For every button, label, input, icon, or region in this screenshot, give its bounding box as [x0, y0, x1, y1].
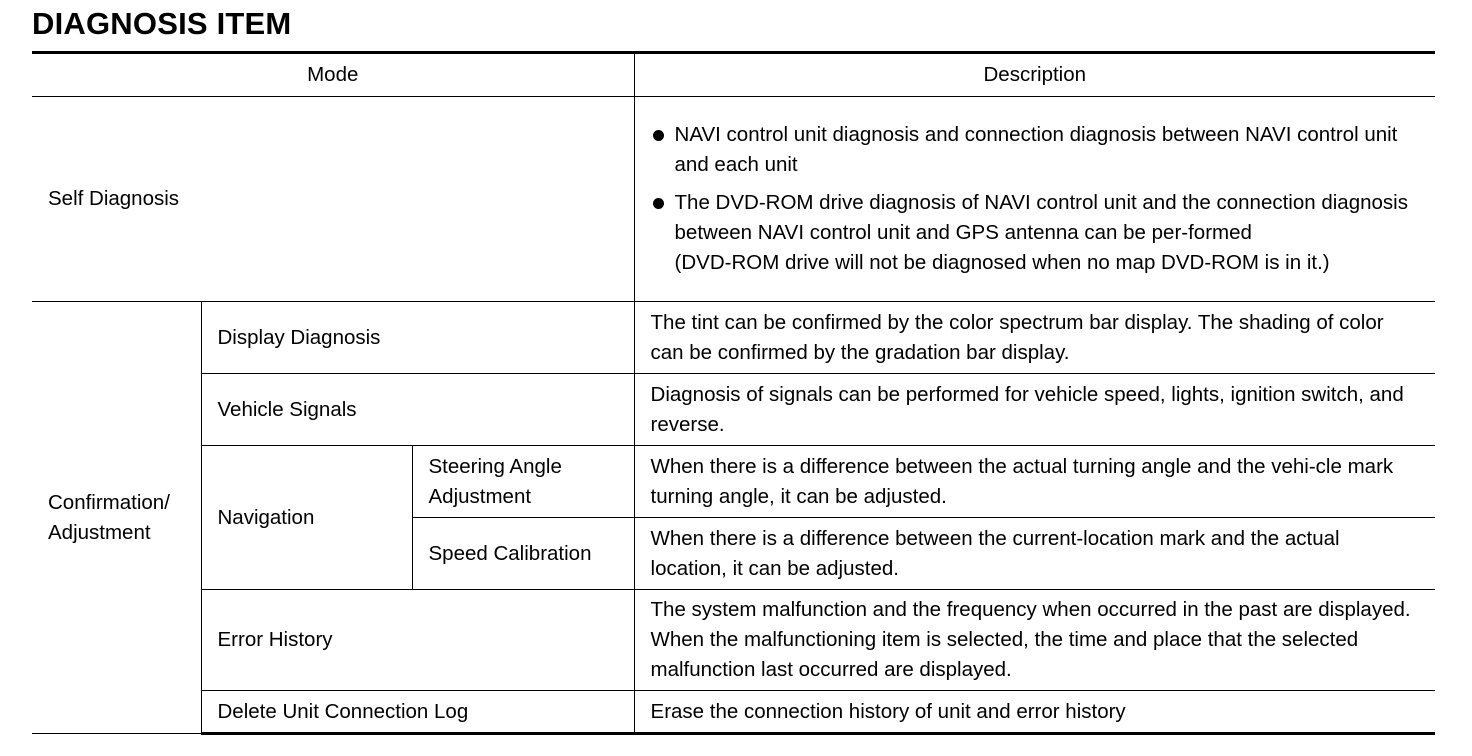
mode-delete-log: Delete Unit Connection Log — [201, 691, 634, 734]
description-vehicle-signals: Diagnosis of signals can be performed for vehicle speed, lights, ignition switch, and reverse. — [634, 374, 1435, 446]
mode-error-history: Error History — [201, 590, 634, 691]
page-title: DIAGNOSIS ITEM — [32, 6, 292, 41]
mode-navigation: Navigation — [201, 446, 412, 590]
mode-display-diagnosis: Display Diagnosis — [201, 302, 634, 374]
mode-confirmation-adjustment: Confirmation/ Adjustment — [32, 302, 201, 734]
table-row-vehicle-signals — [32, 374, 1435, 446]
description-error-history: The system malfunction and the frequency when occurred in the past are displayed. When the malfunctioning item is selected, the time and place that the selected malfunction last occurred are displayed. — [634, 590, 1435, 691]
mode-self-diagnosis: Self Diagnosis — [32, 97, 634, 302]
table-row-error-history — [32, 590, 1435, 691]
bullet-text: The DVD-ROM drive diagnosis of NAVI control unit and the connection diagnosis between NAVI control unit and GPS antenna can be per-formed — [674, 191, 1408, 244]
bullet-text: NAVI control unit diagnosis and connection diagnosis between NAVI control unit and each unit — [674, 123, 1398, 176]
bullet-item — [651, 188, 1420, 278]
mode-vehicle-signals: Vehicle Signals — [201, 374, 634, 446]
bullet-list — [651, 120, 1420, 278]
header-row — [32, 53, 1435, 97]
description-self-diagnosis — [634, 97, 1435, 302]
table-row-display-diagnosis — [32, 302, 1435, 374]
mode-steering-angle: Steering Angle Adjustment — [412, 446, 634, 518]
description-display-diagnosis: The tint can be confirmed by the color spectrum bar display. The shading of color can be confirmed by the gradation bar display. — [634, 302, 1435, 374]
bullet-item — [651, 120, 1420, 180]
header-description: Description — [634, 53, 1435, 97]
table-row-steering-angle — [32, 446, 1435, 518]
table-row-self-diagnosis — [32, 97, 1435, 302]
description-speed-calibration: When there is a difference between the current-location mark and the actual location, it can be adjusted. — [634, 518, 1435, 590]
diagnosis-table — [32, 51, 1435, 735]
description-steering-angle: When there is a difference between the actual turning angle and the vehi-cle mark turning angle, it can be adjusted. — [634, 446, 1435, 518]
bullet-icon — [653, 198, 664, 209]
bullet-note: (DVD-ROM drive will not be diagnosed when no map DVD-ROM is in it.) — [674, 251, 1330, 274]
description-delete-log: Erase the connection history of unit and error history — [634, 691, 1435, 734]
mode-speed-calibration: Speed Calibration — [412, 518, 634, 590]
table-row-delete-log — [32, 691, 1435, 734]
header-mode: Mode — [32, 53, 634, 97]
bullet-icon — [653, 130, 664, 141]
